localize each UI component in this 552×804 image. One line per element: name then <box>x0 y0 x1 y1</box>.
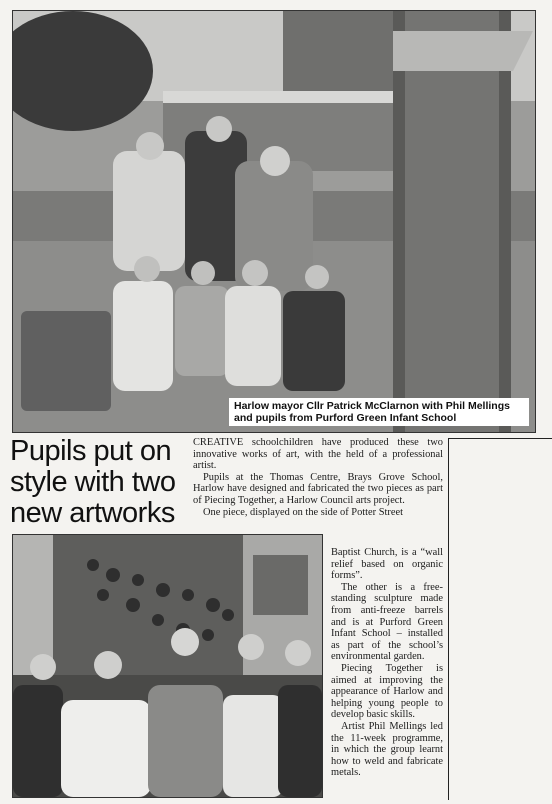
bottom-photo-image <box>13 535 322 797</box>
top-photo <box>12 10 536 433</box>
column-divider <box>448 438 552 439</box>
article-headline: Pupils put on style with two new artworks <box>10 435 176 529</box>
column-divider <box>448 438 449 800</box>
article-paragraph: Artist Phil Mellings led the 11-week programme, in which the group learnt how to weld and fabricate metals. <box>331 720 443 779</box>
article-body-main <box>193 437 443 518</box>
article-paragraph: The other is a free-standing sculpture made from anti-freeze barrels and is at Purford Green Infant School – installed as part of the school’s environmental garden. <box>331 581 443 663</box>
photo-caption: Harlow mayor Cllr Patrick McClarnon with Phil Mellings and pupils from Purford Green Infant School <box>229 398 529 426</box>
article-body-side <box>331 547 443 779</box>
article-paragraph: One piece, displayed on the side of Potter Street <box>203 506 403 518</box>
article-paragraph: Piecing Together is aimed at improving the appearance of Harlow and helping young people to develop basic skills. <box>331 662 443 721</box>
article-paragraph: Baptist Church, is a “wall relief based on organic forms”. <box>331 547 443 582</box>
bottom-photo <box>12 534 323 798</box>
article-intro: CREATIVE schoolchildren have produced these two innovative works of art, with the held of a professional artist. <box>193 437 443 472</box>
article-paragraph: Pupils at the Thomas Centre, Brays Grove School, Harlow have designed and fabricated the two pieces as part of Piecing Together, a Harlow Council arts project. <box>193 471 443 506</box>
top-photo-image <box>13 11 535 432</box>
